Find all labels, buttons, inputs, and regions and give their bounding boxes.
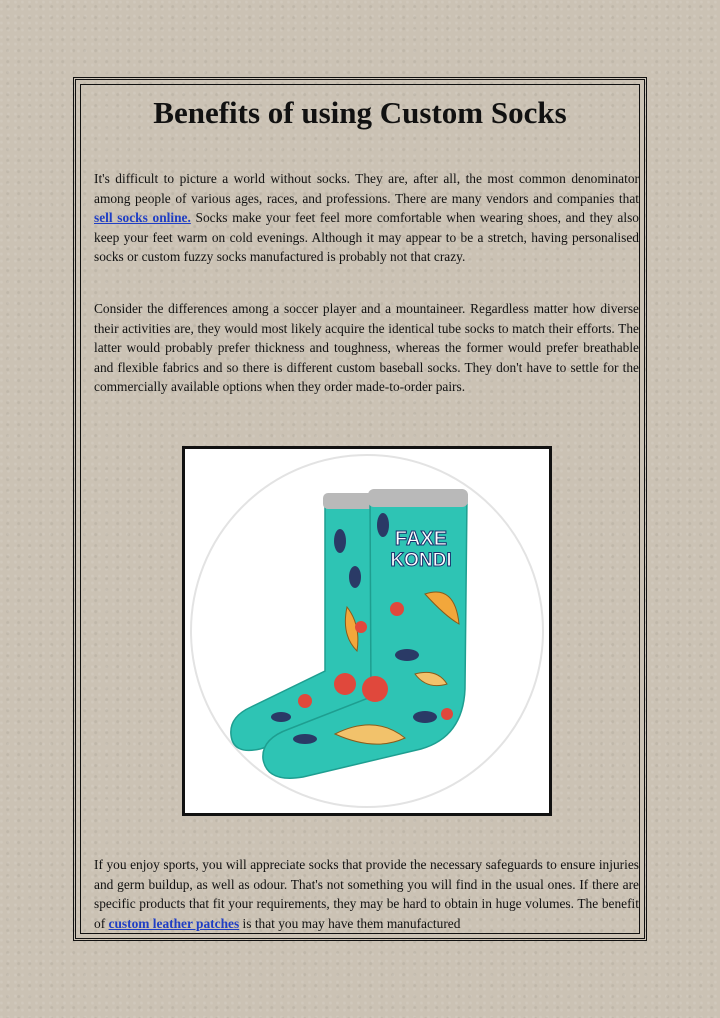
brand-text-line1: FAXE: [394, 528, 448, 550]
stripe-icon: [271, 712, 291, 722]
stripe-icon: [395, 649, 419, 661]
stripe-icon: [293, 734, 317, 744]
socks-product-image: [182, 446, 552, 816]
socks-illustration: [185, 449, 549, 813]
paragraph-sports-text-a: If you enjoy sports, you will appreciate socks that provide the necessary safeguards to ensure injuries and germ buildup, as well as odour. That's not something you will find in the usual ones. If there are specific products that fit your requirements, they may be hard to obtain in huge volumes. The benefit of: [94, 857, 639, 931]
sell-socks-online-link[interactable]: sell socks online.: [94, 210, 191, 225]
strawberry-icon: [298, 694, 312, 708]
front-sock-cuff: [368, 489, 468, 507]
paragraph-sports: [94, 855, 639, 933]
stripe-icon: [349, 566, 361, 588]
paragraph-intro-text-b: Socks make your feet feel more comfortable when wearing shoes, and they also keep your feet warm on cold evenings. Although it may appear to be a stretch, having personalised socks or custom fuzzy socks manufactured is probably not that crazy.: [94, 210, 639, 264]
strawberry-icon: [362, 676, 388, 702]
custom-leather-patches-link[interactable]: custom leather patches: [108, 915, 240, 931]
paragraph-comparison: Consider the differences among a soccer player and a mountaineer. Regardless matter how diverse their activities are, they would most likely acquire the identical tube socks to match their efforts. The latter would probably prefer thickness and toughness, whereas the former would prefer breathable and flexible fabrics and so there is different custom baseball socks. They don't have to settle for the commercially available options when they order made-to-order pairs.: [94, 301, 639, 394]
paragraph-sports-text-b: is that you may have them manufactured: [239, 915, 461, 931]
stripe-icon: [413, 711, 437, 723]
brand-text-line2: KONDI: [390, 550, 452, 571]
paragraph-intro-text-a: It's difficult to picture a world without socks. They are, after all, the most common denominator among people of various ages, races, and professions. There are many vendors and companies that: [94, 171, 639, 206]
page-title: Benefits of using Custom Socks: [153, 95, 567, 130]
stripe-icon: [377, 513, 389, 537]
stripe-icon: [334, 529, 346, 553]
strawberry-icon: [355, 621, 367, 633]
strawberry-icon: [334, 673, 356, 695]
paragraph-intro: [94, 169, 639, 267]
strawberry-icon: [390, 602, 404, 616]
page-frame: [73, 77, 647, 941]
strawberry-icon: [441, 708, 453, 720]
page-frame-inner: [80, 84, 640, 934]
